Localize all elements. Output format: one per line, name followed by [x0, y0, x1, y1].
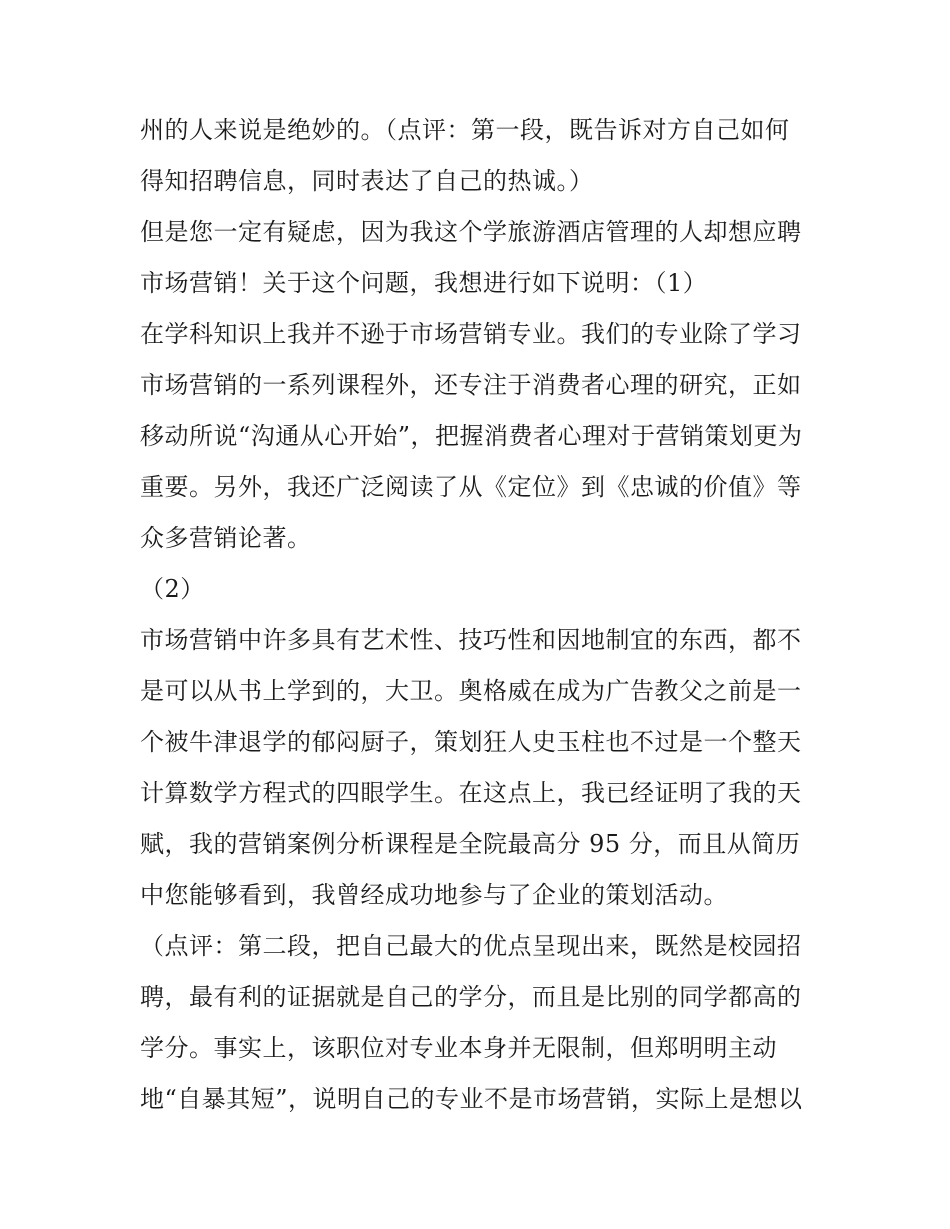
text-line: 聘，最有利的证据就是自己的学分，而且是比别的同学都高的: [140, 983, 802, 1011]
document-body: [140, 110, 820, 1130]
text-line: 计算数学方程式的四眼学生。在这点上，我已经证明了我的天: [140, 779, 802, 807]
text-line: 中您能够看到，我曾经成功地参与了企业的策划活动。: [140, 881, 728, 909]
text-line: 赋，我的营销案例分析课程是全院最高分 95 分，而且从简历: [140, 830, 801, 858]
text-line: 是可以从书上学到的，大卫。奥格威在成为广告教父之前是一: [140, 677, 802, 705]
text-line: 市场营销的一系列课程外，还专注于消费者心理的研究，正如: [140, 371, 802, 399]
text-line: （点评：第二段，把自己最大的优点呈现出来，既然是校园招: [140, 932, 802, 960]
text-line: 但是您一定有疑虑，因为我这个学旅游酒店管理的人却想应聘: [140, 218, 802, 246]
text-line: （2）: [140, 575, 205, 603]
text-line: 在学科知识上我并不逊于市场营销专业。我们的专业除了学习: [140, 320, 802, 348]
text-line: 市场营销中许多具有艺术性、技巧性和因地制宜的东西，都不: [140, 626, 802, 654]
text-line: 个被牛津退学的郁闷厨子，策划狂人史玉柱也不过是一个整天: [140, 728, 802, 756]
text-line: 得知招聘信息，同时表达了自己的热诚。）: [140, 167, 594, 195]
text-line: 学分。事实上，该职位对专业本身并无限制，但郑明明主动: [140, 1034, 777, 1062]
text-line: 市场营销！关于这个问题，我想进行如下说明：（1）: [140, 269, 708, 297]
text-line: 地“自暴其短”，说明自己的专业不是市场营销，实际上是想以: [140, 1085, 803, 1113]
text-line: 众多营销论著。: [140, 524, 312, 552]
text-line: 重要。另外，我还广泛阅读了从《定位》到《忠诚的价值》等: [140, 473, 802, 501]
text-line: 州的人来说是绝妙的。（点评：第一段，既告诉对方自己如何: [140, 116, 790, 144]
text-line: 移动所说“沟通从心开始”，把握消费者心理对于营销策划更为: [140, 422, 803, 450]
